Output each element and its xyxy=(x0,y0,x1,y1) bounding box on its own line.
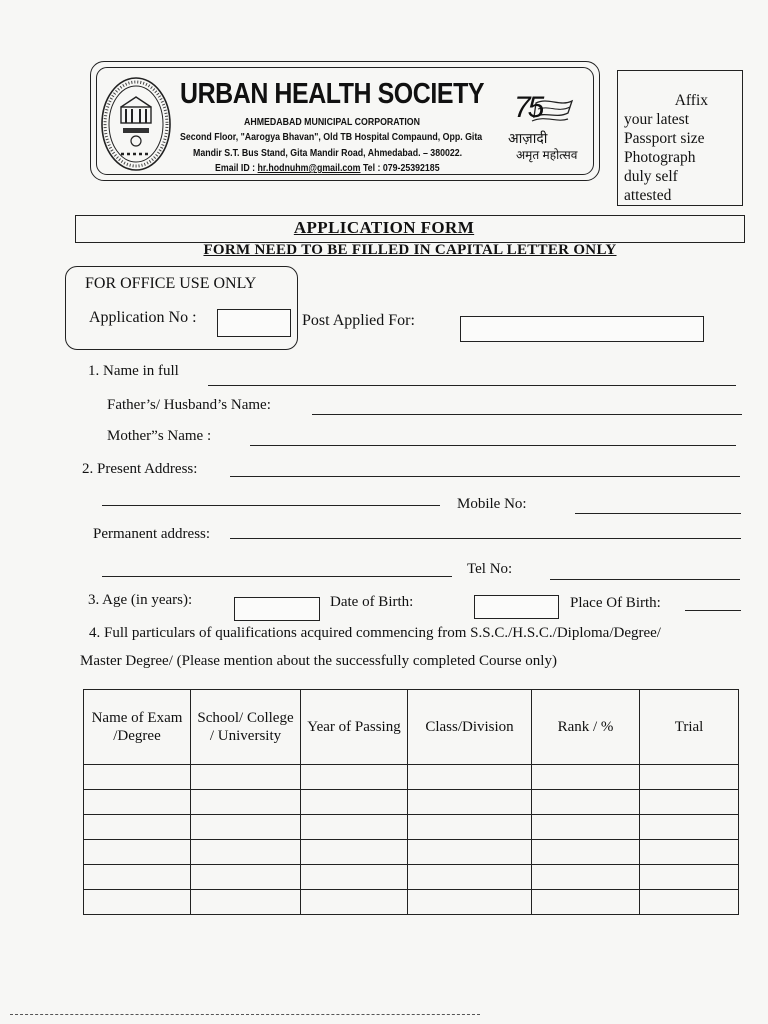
address-line-1: Second Floor, "Aarogya Bhavan", Old TB Hospital Compaund, Opp. Gita xyxy=(180,132,483,143)
table-cell[interactable] xyxy=(408,840,532,865)
table-row xyxy=(84,840,739,865)
col-header-school: School/ College / University xyxy=(191,690,301,765)
tel-text: Tel : 079-25392185 xyxy=(360,163,440,174)
table-row xyxy=(84,890,739,915)
mother-name-label: Mother”s Name : xyxy=(107,428,212,444)
table-cell[interactable] xyxy=(408,790,532,815)
table-row xyxy=(84,765,739,790)
amc-seal-icon xyxy=(99,75,173,173)
table-cell[interactable] xyxy=(84,890,191,915)
table-cell[interactable] xyxy=(408,865,532,890)
table-cell[interactable] xyxy=(408,815,532,840)
post-applied-input[interactable] xyxy=(460,316,704,342)
corporation-name: AHMEDABAD MUNICIPAL CORPORATION xyxy=(244,117,420,128)
table-cell[interactable] xyxy=(84,790,191,815)
dob-input[interactable] xyxy=(474,595,559,619)
photo-line-5: duly self xyxy=(624,168,678,185)
age-input[interactable] xyxy=(234,597,320,621)
table-cell[interactable] xyxy=(640,790,739,815)
table-cell[interactable] xyxy=(191,890,301,915)
mobile-no-field[interactable] xyxy=(575,513,741,514)
email-label: Email ID : xyxy=(215,163,258,174)
mother-name-field[interactable] xyxy=(250,445,736,446)
table-cell[interactable] xyxy=(301,790,408,815)
permanent-address-field-1[interactable] xyxy=(230,538,741,539)
place-of-birth-label: Place Of Birth: xyxy=(570,595,661,611)
dob-label: Date of Birth: xyxy=(330,594,414,610)
azadi-amrit-mahotsav-logo xyxy=(502,93,588,169)
mobile-no-label: Mobile No: xyxy=(457,496,527,512)
email-link[interactable]: hr.hodnuhm@gmail.com xyxy=(257,163,361,174)
form-title-text: APPLICATION FORM xyxy=(293,218,475,237)
col-header-year: Year of Passing xyxy=(301,690,408,765)
logo-caption-azadi: आज़ादी xyxy=(508,130,548,146)
table-cell[interactable] xyxy=(84,840,191,865)
table-cell[interactable] xyxy=(532,815,640,840)
permanent-address-label: Permanent address: xyxy=(93,526,211,542)
form-subtitle-text: FORM NEED TO BE FILLED IN CAPITAL LETTER ONLY xyxy=(203,242,617,258)
page-bottom-edge xyxy=(10,1014,480,1015)
photo-line-4: Photograph xyxy=(624,149,696,166)
qualifications-table xyxy=(83,689,739,915)
col-header-class: Class/Division xyxy=(408,690,532,765)
table-cell[interactable] xyxy=(640,815,739,840)
logo-number: 75 xyxy=(514,91,542,124)
post-applied-label: Post Applied For: xyxy=(302,312,415,329)
table-cell[interactable] xyxy=(301,815,408,840)
table-cell[interactable] xyxy=(191,765,301,790)
table-cell[interactable] xyxy=(191,840,301,865)
table-header-row xyxy=(84,690,739,765)
photo-affix-box xyxy=(617,70,743,206)
table-cell[interactable] xyxy=(640,865,739,890)
table-cell[interactable] xyxy=(301,865,408,890)
table-cell[interactable] xyxy=(640,890,739,915)
contact-line xyxy=(215,163,440,174)
table-row xyxy=(84,815,739,840)
table-cell[interactable] xyxy=(84,765,191,790)
photo-line-6: attested xyxy=(624,187,672,204)
age-label: 3. Age (in years): xyxy=(88,592,193,608)
application-no-label: Application No : xyxy=(89,309,197,326)
name-in-full-field[interactable] xyxy=(208,385,736,386)
table-cell[interactable] xyxy=(532,890,640,915)
table-cell[interactable] xyxy=(408,765,532,790)
qualifications-instruction-1: 4. Full particulars of qualifications acquired commencing from S.S.C./H.S.C./Diploma/Degree/ xyxy=(89,625,661,641)
photo-instructions xyxy=(624,91,734,205)
table-cell[interactable] xyxy=(408,890,532,915)
present-address-field-2[interactable] xyxy=(102,505,440,506)
table-cell[interactable] xyxy=(301,765,408,790)
form-subtitle xyxy=(0,242,768,259)
application-no-input[interactable] xyxy=(217,309,291,337)
tel-no-label: Tel No: xyxy=(467,561,513,577)
table-cell[interactable] xyxy=(640,840,739,865)
place-of-birth-field[interactable] xyxy=(685,610,741,611)
table-cell[interactable] xyxy=(532,790,640,815)
address-line-2: Mandir S.T. Bus Stand, Gita Mandir Road, Ahmedabad. – 380022. xyxy=(193,148,463,159)
father-husband-field[interactable] xyxy=(312,414,742,415)
office-use-heading: FOR OFFICE USE ONLY xyxy=(85,275,257,292)
photo-line-2: your latest xyxy=(624,111,689,128)
table-cell[interactable] xyxy=(532,765,640,790)
table-cell[interactable] xyxy=(301,890,408,915)
table-cell[interactable] xyxy=(532,865,640,890)
table-row xyxy=(84,790,739,815)
table-cell[interactable] xyxy=(191,790,301,815)
logo-caption-amrit: अमृत महोत्सव xyxy=(516,148,578,162)
name-in-full-label: 1. Name in full xyxy=(88,363,179,379)
form-title xyxy=(0,218,768,238)
col-header-rank: Rank / % xyxy=(532,690,640,765)
qualifications-instruction-2: Master Degree/ (Please mention about the successfully completed Course only) xyxy=(80,653,557,669)
col-header-trial: Trial xyxy=(640,690,739,765)
table-cell[interactable] xyxy=(301,840,408,865)
table-row xyxy=(84,865,739,890)
table-cell[interactable] xyxy=(84,865,191,890)
tel-no-field[interactable] xyxy=(550,579,740,580)
photo-line-3: Passport size xyxy=(624,130,705,147)
present-address-label: 2. Present Address: xyxy=(82,461,198,477)
table-cell[interactable] xyxy=(532,840,640,865)
table-cell[interactable] xyxy=(191,815,301,840)
table-body xyxy=(84,765,739,915)
permanent-address-field-2[interactable] xyxy=(102,576,452,577)
table-cell[interactable] xyxy=(84,815,191,840)
org-name: URBAN HEALTH SOCIETY xyxy=(180,78,485,110)
present-address-field-1[interactable] xyxy=(230,476,740,477)
father-husband-label: Father’s/ Husband’s Name: xyxy=(107,397,271,413)
table-cell[interactable] xyxy=(191,865,301,890)
col-header-exam: Name of Exam /Degree xyxy=(84,690,191,765)
table-cell[interactable] xyxy=(640,765,739,790)
photo-line-1: Affix xyxy=(674,92,708,109)
